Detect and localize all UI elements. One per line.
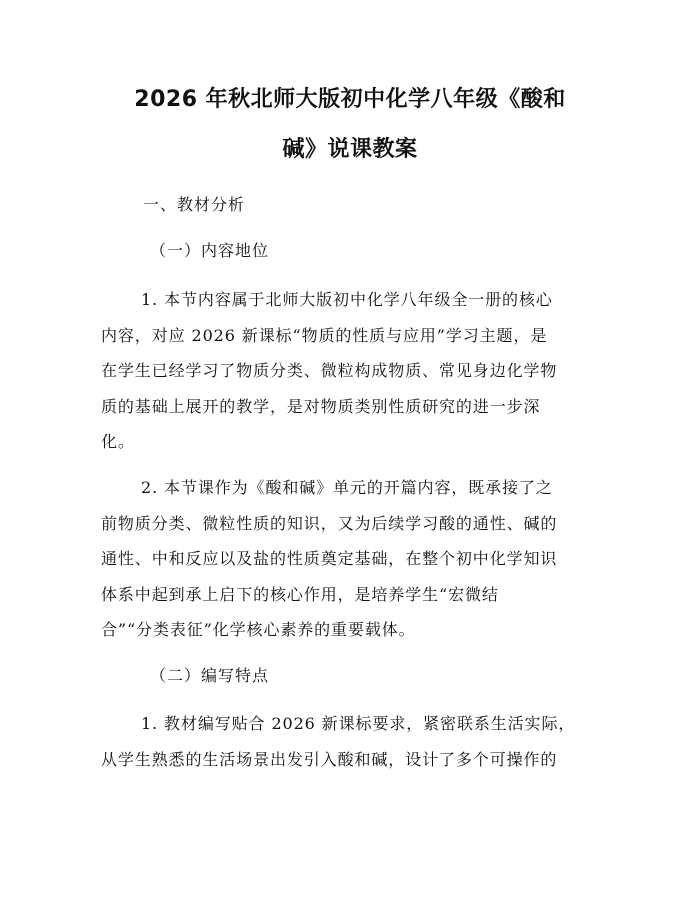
section-heading-textbook-analysis: 一、教材分析 <box>143 195 246 214</box>
paragraph-line: 在学生已经学习了物质分类、微粒构成物质、常见身边化学物 <box>101 361 558 380</box>
paragraph-line: 合”“分类表征”化学核心素养的重要载体。 <box>101 620 416 639</box>
paragraph-content-position-1 <box>101 282 603 460</box>
paragraph-line: 通性、中和反应以及盐的性质奠定基础，在整个初中化学知识 <box>101 549 558 568</box>
subsection-heading-writing-features: （二）编写特点 <box>150 666 270 685</box>
paragraph-line: 化。 <box>101 432 135 451</box>
paragraph-line: 前物质分类、微粒性质的知识，又为后续学习酸的通性、碱的 <box>101 513 558 533</box>
paragraph-line: 2. 本节课作为《酸和碱》单元的开篇内容，既承接了之 <box>141 478 553 497</box>
paragraph-line: 1. 教材编写贴合 2026 新课标要求，紧密联系生活实际， <box>141 714 576 733</box>
paragraph-line: 质的基础上展开的教学，是对物质类别性质研究的进一步深 <box>101 396 541 416</box>
paragraph-content-position-2 <box>101 470 603 648</box>
document-title-line-1: 2026 年秋北师大版初中化学八年级《酸和 <box>134 87 566 112</box>
paragraph-writing-features-1 <box>101 706 603 777</box>
document-title-line-2: 碱》说课教案 <box>282 137 418 162</box>
paragraph-line: 内容，对应 2026 新课标“物质的性质与应用”学习主题，是 <box>101 325 548 345</box>
subsection-heading-content-position: （一）内容地位 <box>150 241 270 260</box>
paragraph-line: 1. 本节内容属于北师大版初中化学八年级全一册的核心 <box>141 290 553 309</box>
paragraph-line: 体系中起到承上启下的核心作用，是培养学生“宏微结 <box>101 584 499 604</box>
paragraph-line: 从学生熟悉的生活场景出发引入酸和碱，设计了多个可操作的 <box>101 749 558 769</box>
